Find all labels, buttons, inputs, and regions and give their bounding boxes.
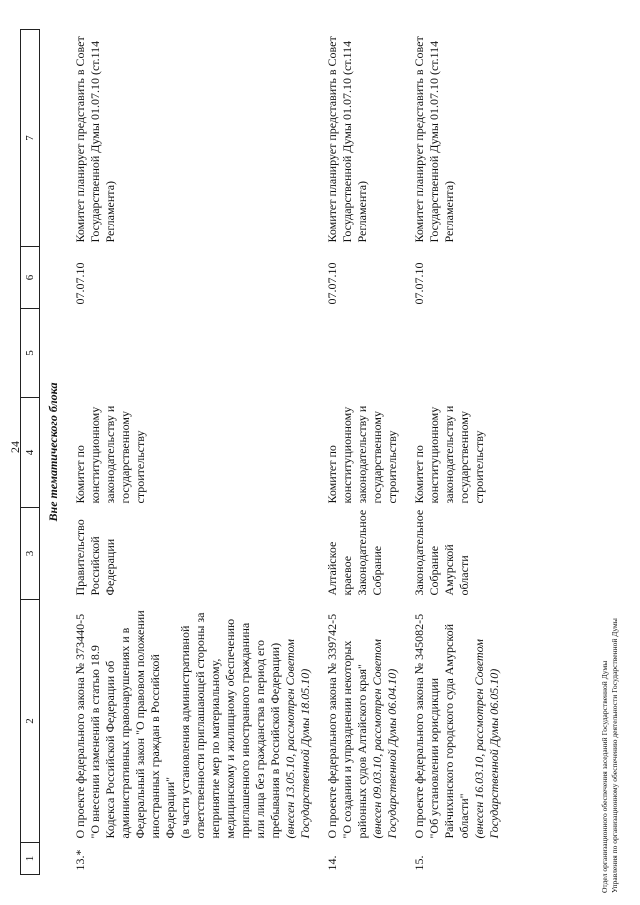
bill-title: О проекте федерального закона № 373440-5	[73, 613, 87, 839]
bill-title: О проекте федерального закона № 339742-5	[325, 613, 339, 839]
bill-title: О проекте федерального закона № 345082-5	[412, 613, 426, 839]
committee: Комитет по конституционному законодательству и государственному строительству	[325, 405, 399, 504]
action-note: Комитет планирует представить в Совет Государственной Думы 01.07.10 (ст.114 Регламента)	[412, 36, 456, 243]
column-header: 1	[21, 843, 40, 875]
bill-subject: "О внесении изменений в статью 18.9 Кодекса Российской Федерации об административных правонарушениях и в Федеральный закон "О правовом положении иностранных граждан в Российской Федерации"	[88, 610, 177, 839]
date: 07.07.10	[325, 262, 339, 305]
bill-introduced: (внесен 13.05.10, рассмотрен Советом Государственной Думы 18.05.10)	[283, 639, 312, 839]
bill-note: (в части установления административной ответственности приглашающей стороны за непринятие мер по материальному, медицинскому и жилищному обеспечению приглашенного иностранного гражданина или лица без гражданства в период его пребывания в Российской Федерации)	[178, 612, 282, 839]
column-header: 6	[21, 247, 40, 309]
col5-cell	[319, 309, 406, 398]
footer-line-2: Управления по организационному обеспечению деятельности Государственной Думы	[610, 618, 619, 893]
action-note: Комитет планирует представить в Совет Государственной Думы 01.07.10 (ст.114 Регламента)	[73, 36, 117, 243]
table-row	[67, 30, 319, 875]
table-row	[319, 30, 406, 875]
bill-introduced: (внесен 09.03.10, рассмотрен Советом Государственной Думы 06.04.10)	[370, 639, 399, 839]
initiator: Алтайское краевое Законодательное Собрание	[325, 509, 384, 596]
page-number: 24	[8, 441, 22, 453]
row-number: 13.*	[73, 849, 87, 871]
bill-introduced: (внесен 16.03.10, рассмотрен Советом Государственной Думы 06.05.10)	[472, 639, 501, 839]
committee: Комитет по конституционному законодательству и государственному строительству	[73, 405, 147, 504]
bill-subject: "Об установлении юрисдикции Райчихинского городского суда Амурской области"	[427, 623, 471, 839]
footer-line-1: Отдел организационного обеспечения заседаний Государственной Думы	[600, 660, 609, 893]
bill-description	[67, 600, 319, 843]
column-header: 3	[21, 508, 40, 600]
col5-cell	[406, 309, 508, 398]
section-title: Вне тематического блока	[46, 382, 60, 522]
bill-subject: "О создании и упразднении некоторых районных судов Алтайского края"	[340, 640, 369, 839]
column-header: 5	[21, 309, 40, 398]
initiator: Правительство Российской Федерации	[73, 519, 117, 596]
col5-cell	[67, 309, 319, 398]
date: 07.07.10	[412, 262, 426, 305]
table-row	[406, 30, 508, 875]
committee: Комитет по конституционному законодательству и государственному строительству	[412, 405, 486, 504]
row-number: 14.	[325, 855, 339, 871]
column-header-row	[21, 30, 40, 875]
action-note: Комитет планирует представить в Совет Государственной Думы 01.07.10 (ст.114 Регламента)	[325, 36, 369, 243]
column-header: 4	[21, 398, 40, 508]
date: 07.07.10	[73, 262, 87, 305]
row-number: 15.	[412, 855, 426, 871]
bill-description	[406, 600, 508, 843]
bill-description	[319, 600, 406, 843]
column-header: 7	[21, 30, 40, 247]
column-header: 2	[21, 600, 40, 843]
initiator: Законодательное Собрание Амурской области	[412, 509, 471, 596]
section-row	[40, 30, 68, 875]
agenda-table	[20, 29, 508, 875]
